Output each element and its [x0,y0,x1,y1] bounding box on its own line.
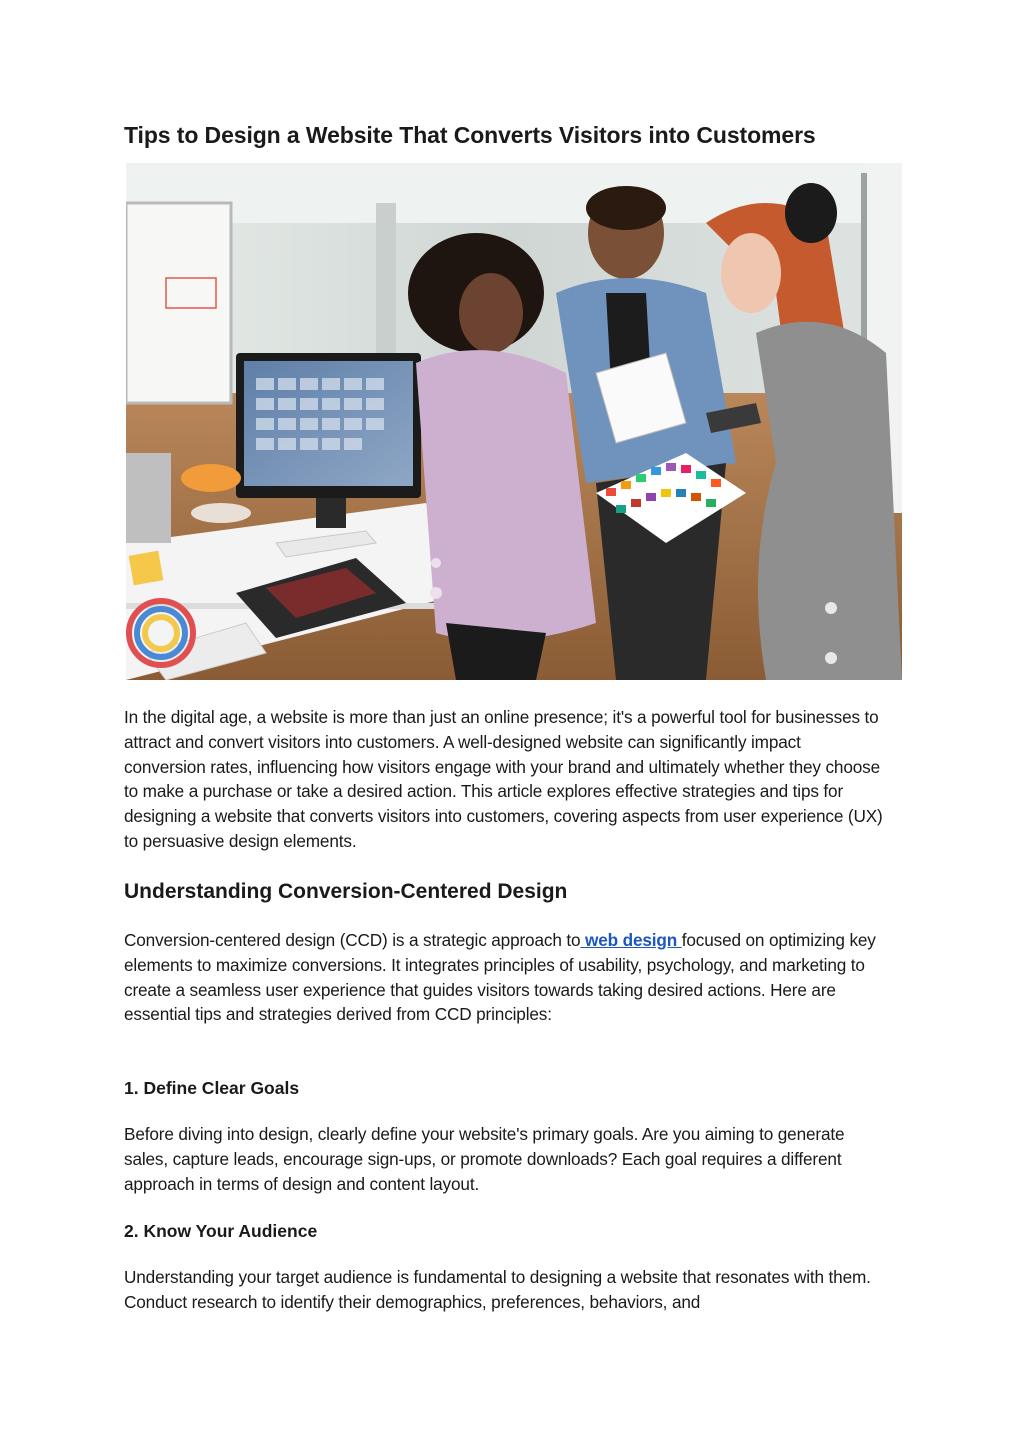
section-heading-ccd: Understanding Conversion-Centered Design [124,880,568,903]
tip-body-know-audience: Understanding your target audience is fundamental to designing a website that resonates with them. Conduct research to identify their demographics, preferences, behaviors, and [124,1267,871,1312]
page-title: Tips to Design a Website That Converts Visitors into Customers [124,122,816,148]
tip-body-define-goals: Before diving into design, clearly define your website's primary goals. Are you aiming to generate sales, capture leads, encourage sign-ups, or promote downloads? Each goal requires a different approach in terms of design and content layout. [124,1124,845,1194]
tip-heading-define-goals: 1. Define Clear Goals [124,1078,300,1098]
ccd-paragraph [124,928,884,1027]
ccd-text-before-link: Conversion-centered design (CCD) is a strategic approach to [124,930,581,950]
web-design-link[interactable]: web design [580,930,682,950]
intro-paragraph: In the digital age, a website is more than just an online presence; it's a powerful tool for businesses to attract and convert visitors into customers. A well-designed website can significantly impact conversion rates, influencing how visitors engage with your brand and ultimately whether they choose to make a purchase or take a desired action. This article explores effective strategies and tips for designing a website that converts visitors into customers, covering aspects from user experience (UX) to persuasive design elements. [124,707,883,851]
tip-heading-know-audience: 2. Know Your Audience [124,1221,318,1241]
hero-image [126,163,902,680]
ccd-text-after-link: focused on optimizing key elements to maximize conversions. It integrates principles of usability, psychology, and marketing to create a seamless user experience that guides visitors towards taking desired actions. Here are essential tips and strategies derived from CCD principles: [124,930,876,1025]
